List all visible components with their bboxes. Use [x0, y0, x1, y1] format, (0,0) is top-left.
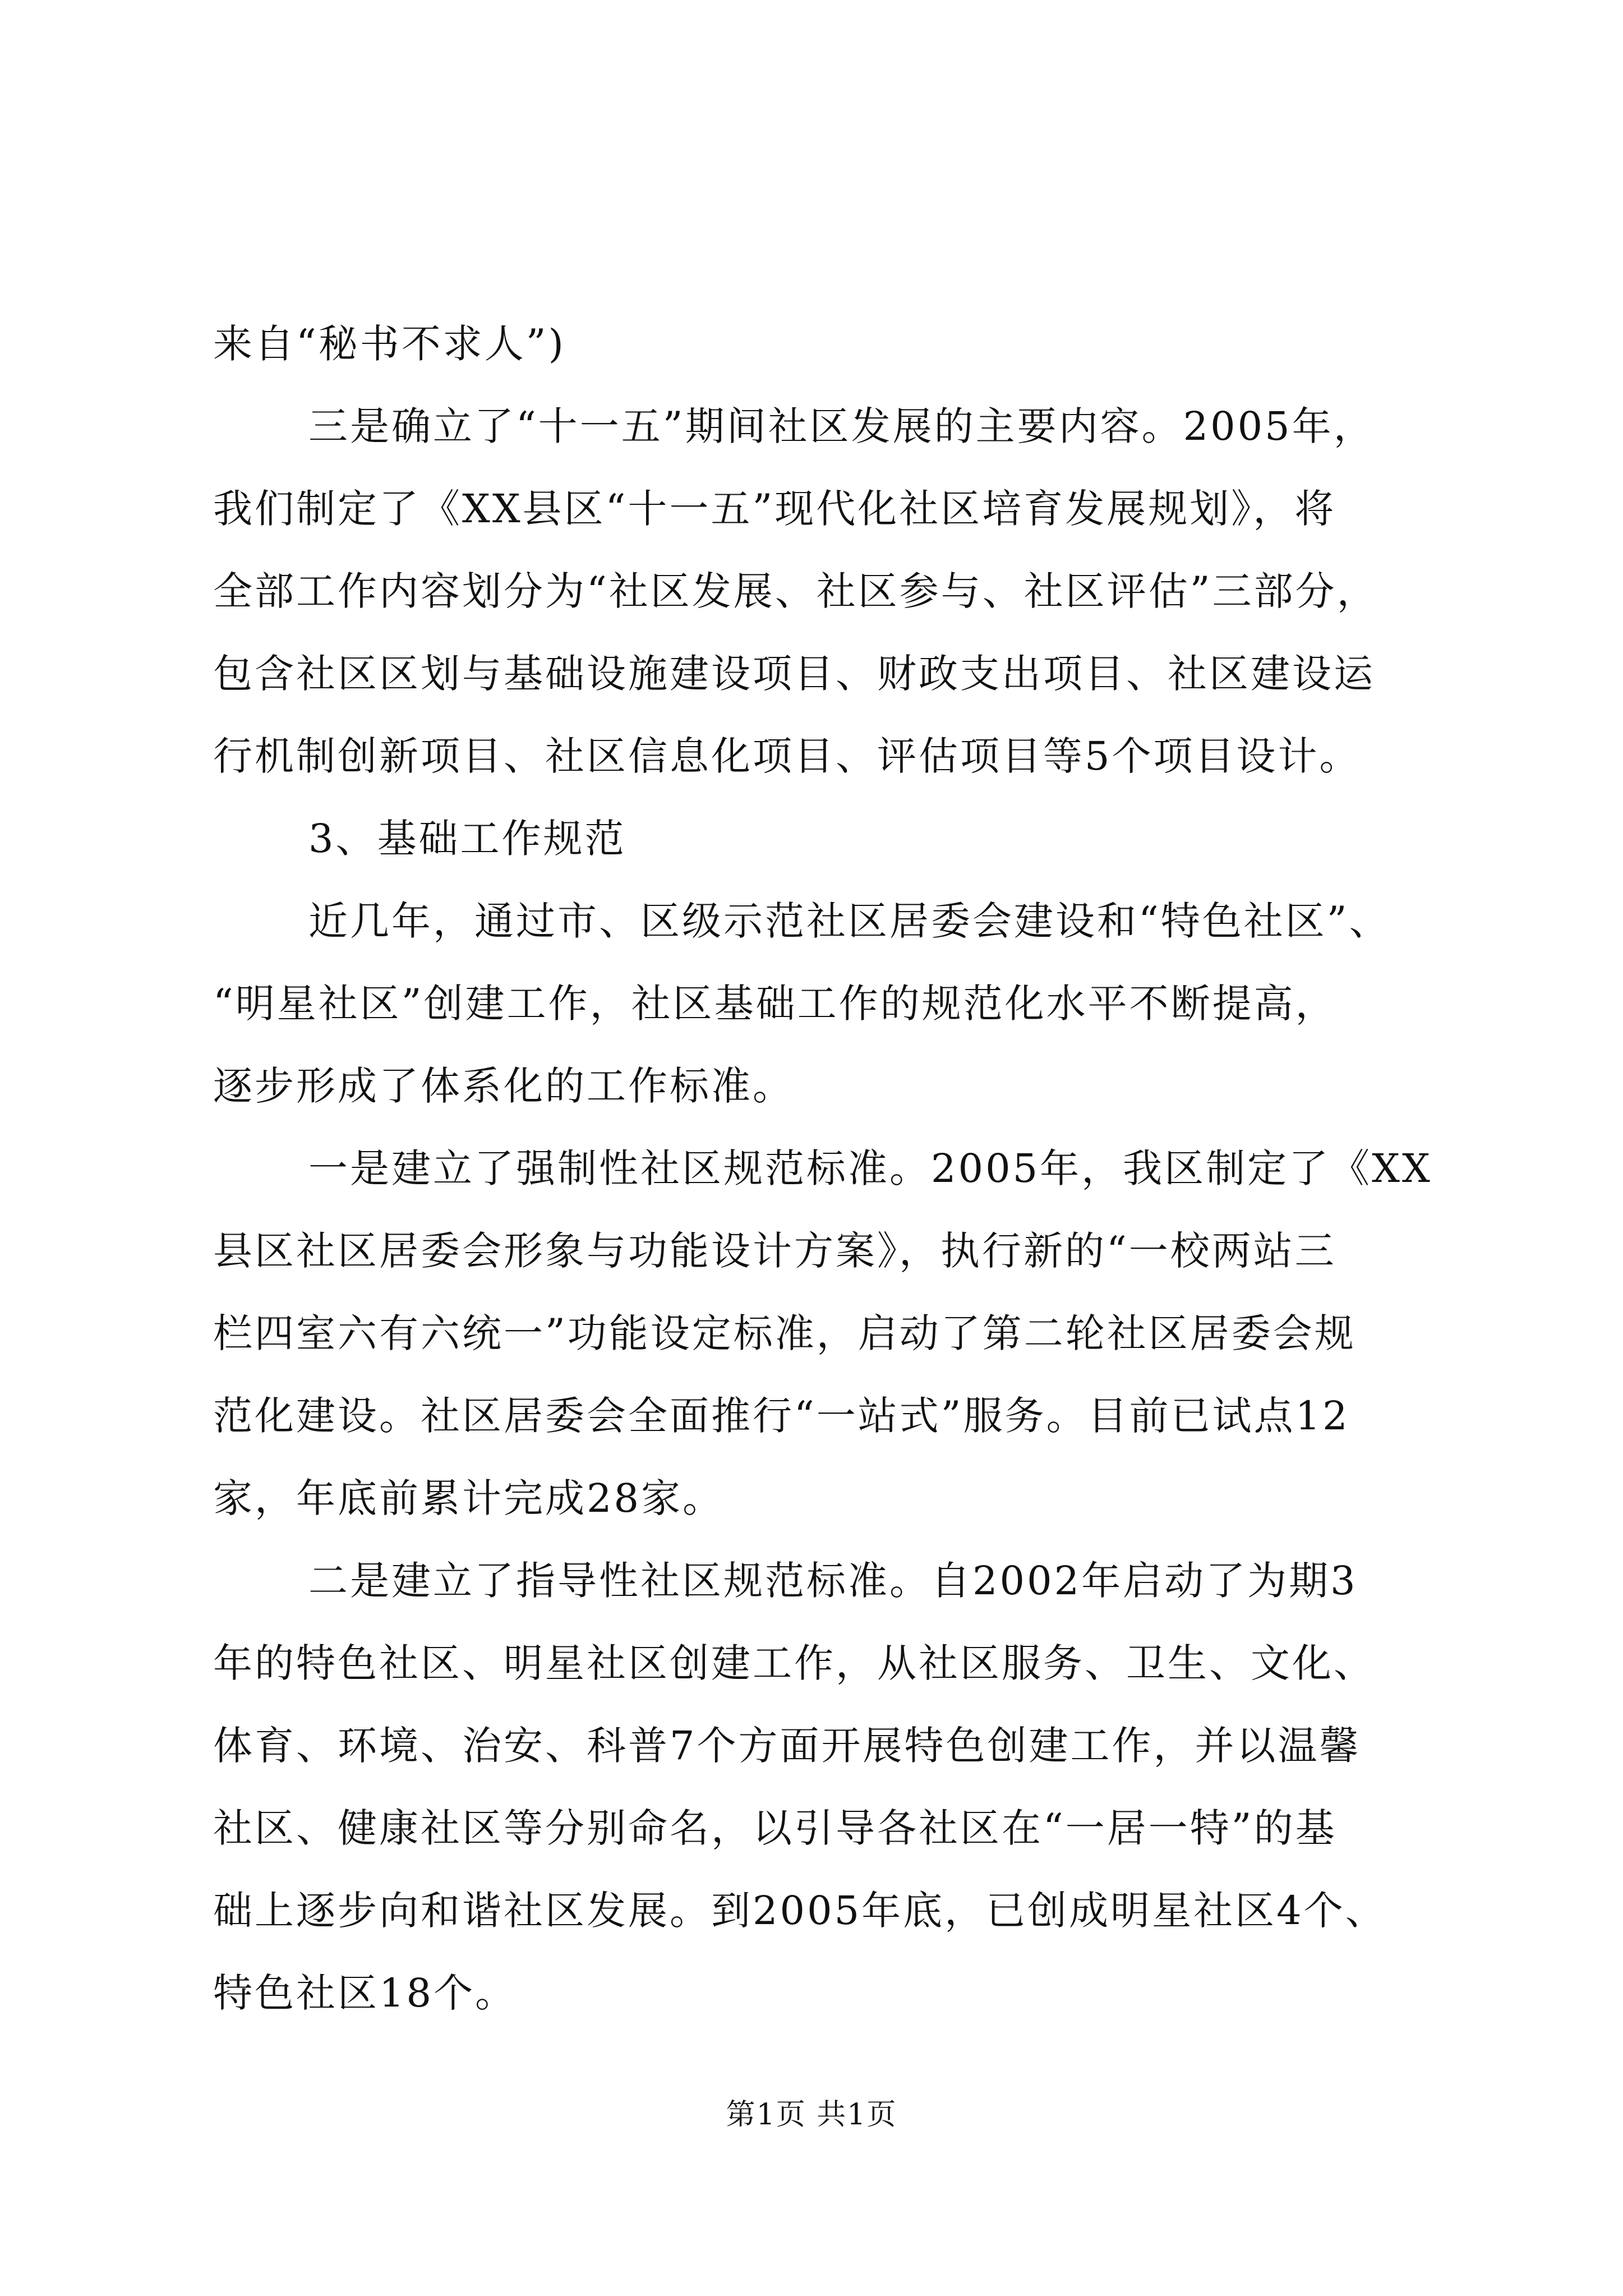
text-line: 栏四室六有六统一”功能设定标准，启动了第二轮社区居委会规 [213, 1310, 1356, 1356]
text-line: 范化建设。社区居委会全面推行“一站式”服务。目前已试点12 [213, 1393, 1350, 1439]
section-heading: 3、基础工作规范 [308, 816, 626, 862]
text-line: 逐步形成了体系化的工作标准。 [213, 1063, 794, 1109]
text-line: 近几年，通过市、区级示范社区居委会建设和“特色社区”、 [308, 898, 1391, 944]
text-line: 体育、环境、治安、科普7个方面开展特色创建工作，并以温馨 [213, 1723, 1361, 1769]
text-line: 础上逐步向和谐社区发展。到2005年底，已创成明星社区4个、 [213, 1888, 1387, 1934]
text-line: 全部工作内容划分为“社区发展、社区参与、社区评估”三部分， [213, 568, 1378, 614]
text-line: 二是建立了指导性社区规范标准。自2002年启动了为期3 [308, 1558, 1358, 1604]
text-line: 社区、健康社区等分别命名，以引导各社区在“一居一特”的基 [213, 1805, 1337, 1851]
text-line: 一是建立了强制性社区规范标准。2005年，我区制定了《XX [308, 1145, 1432, 1191]
text-line: “明星社区”创建工作，社区基础工作的规范化水平不断提高， [213, 981, 1337, 1027]
document-body [213, 303, 1430, 2035]
text-line: 年的特色社区、明星社区创建工作，从社区服务、卫生、文化、 [213, 1640, 1375, 1686]
text-line: 家，年底前累计完成28家。 [213, 1475, 725, 1521]
text-line: 三是确立了“十一五”期间社区发展的主要内容。2005年， [308, 403, 1375, 449]
text-line: 县区社区居委会形象与功能设计方案》，执行新的“一校两站三 [213, 1228, 1336, 1274]
page-footer: 第1页 共1页 [726, 2098, 897, 2132]
text-line: 包含社区区划与基础设施建设项目、财政支出项目、社区建设运 [213, 651, 1375, 697]
text-line: 行机制创新项目、社区信息化项目、评估项目等5个项目设计。 [213, 733, 1361, 779]
text-line: 来自“秘书不求人”) [213, 321, 566, 367]
text-line: 特色社区18个。 [213, 1970, 517, 2016]
text-line: 我们制定了《XX县区“十一五”现代化社区培育发展规划》，将 [213, 486, 1336, 532]
